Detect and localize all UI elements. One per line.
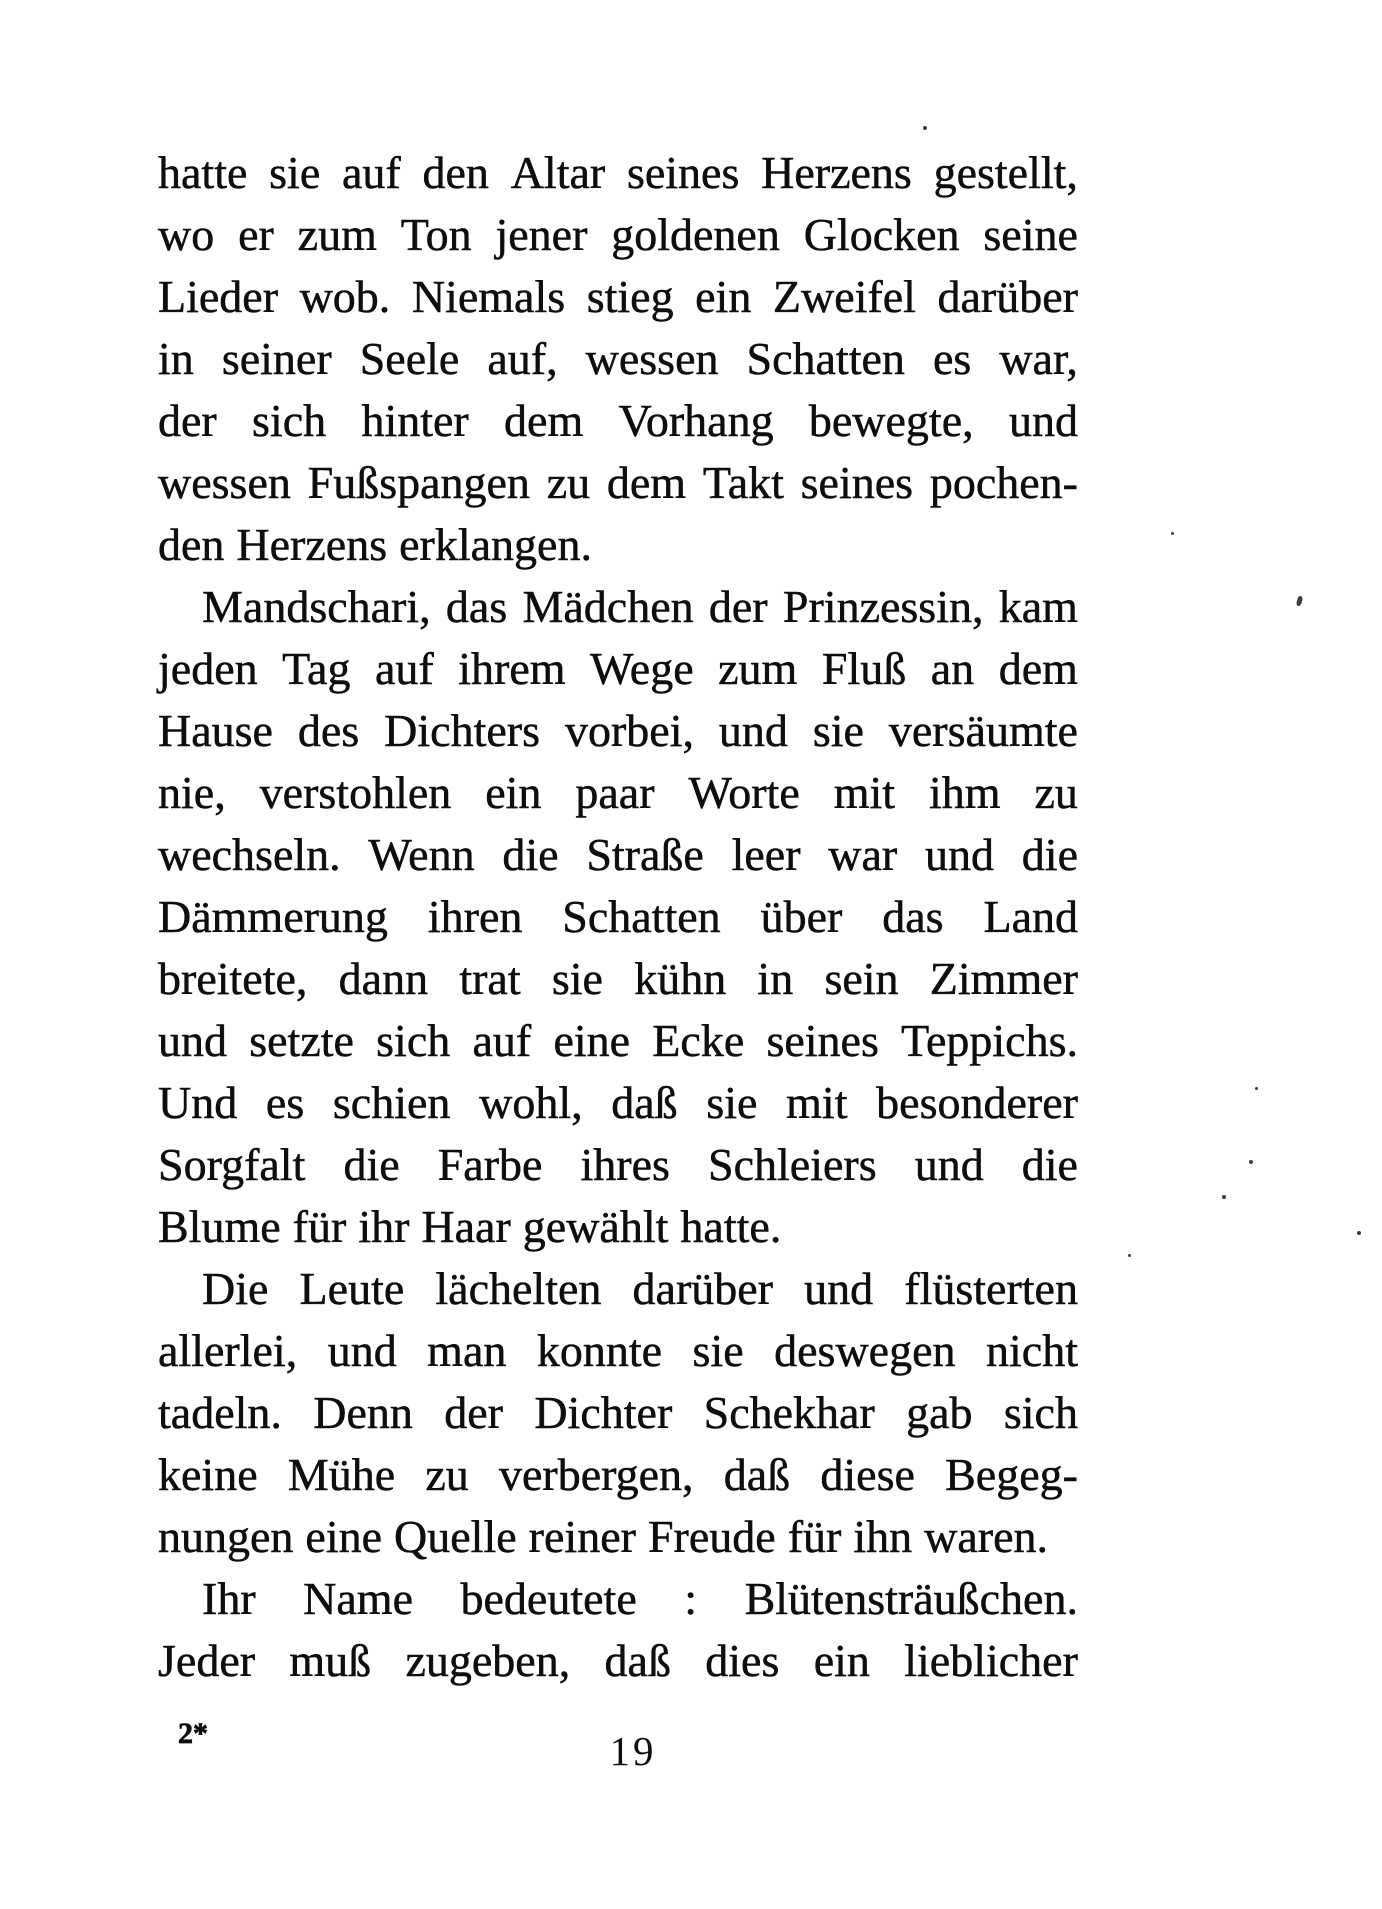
- text-word: ihren: [427, 891, 523, 942]
- text-line: [158, 886, 1078, 948]
- text-word: Schatten: [746, 333, 905, 384]
- text-word: wob.: [299, 271, 391, 322]
- text-word: das: [882, 891, 944, 942]
- signature-mark: 2*: [178, 1717, 208, 1750]
- text-word: wessen: [158, 457, 291, 508]
- text-word: für: [292, 1201, 347, 1252]
- text-word: konnte: [536, 1325, 663, 1376]
- text-word: Herzens: [236, 519, 388, 570]
- text-word: ihm: [929, 767, 1001, 818]
- text-word: dann: [338, 953, 429, 1004]
- text-word: die: [502, 829, 559, 880]
- text-word: setzte: [249, 1015, 354, 1066]
- text-word: Dämmerung: [158, 891, 388, 942]
- text-word: zum: [297, 209, 377, 260]
- text-word: verstohlen: [259, 767, 452, 818]
- text-word: es: [265, 1077, 305, 1128]
- text-word: ein: [813, 1635, 870, 1686]
- text-word: für: [787, 1511, 842, 1562]
- text-word: Schatten: [562, 891, 721, 942]
- text-line: [158, 1382, 1078, 1444]
- text-word: die: [1021, 829, 1078, 880]
- text-word: den: [158, 519, 225, 570]
- text-line: [158, 1196, 1078, 1258]
- text-word: wessen: [585, 333, 719, 384]
- text-word: hatte.: [680, 1201, 782, 1252]
- text-word: Blütensträußchen.: [744, 1573, 1078, 1624]
- text-word: tadeln.: [158, 1387, 282, 1438]
- text-word: er: [238, 209, 274, 260]
- text-word: flüsterten: [904, 1263, 1078, 1314]
- text-word: schien: [332, 1077, 451, 1128]
- text-word: bedeutete: [460, 1573, 637, 1624]
- text-word: seine: [983, 209, 1078, 260]
- text-word: kühn: [634, 953, 727, 1004]
- text-word: seiner: [221, 333, 332, 384]
- text-word: Und: [158, 1077, 238, 1128]
- text-word: reiner: [528, 1511, 636, 1562]
- text-word: hinter: [361, 395, 469, 446]
- text-word: Begeg-: [945, 1449, 1078, 1500]
- text-word: es: [932, 333, 972, 384]
- text-word: seines: [766, 1015, 879, 1066]
- text-word: lächelten: [435, 1263, 602, 1314]
- text-word: Denn: [313, 1387, 413, 1438]
- text-word: die: [1021, 1139, 1078, 1190]
- text-word: hatte: [158, 147, 248, 198]
- text-word: und: [804, 1263, 874, 1314]
- text-word: wo: [158, 209, 215, 260]
- text-word: Schekhar: [703, 1387, 875, 1438]
- text-word: erklangen.: [399, 519, 592, 570]
- text-word: gestellt,: [933, 147, 1078, 198]
- scan-speck: [1128, 1254, 1131, 1257]
- text-line: [158, 328, 1078, 390]
- scan-speck: [1357, 1231, 1361, 1235]
- scan-speck: [1171, 532, 1174, 535]
- text-word: und: [925, 829, 995, 880]
- text-word: Seele: [359, 333, 460, 384]
- text-word: Quelle: [394, 1511, 517, 1562]
- text-word: pochen-: [929, 457, 1078, 508]
- text-word: Takt: [702, 457, 784, 508]
- text-word: trat: [459, 953, 521, 1004]
- text-word: das: [445, 581, 508, 632]
- text-word: Ecke: [652, 1015, 745, 1066]
- text-word: allerlei,: [158, 1325, 298, 1376]
- text-word: Mühe: [287, 1449, 396, 1500]
- text-word: und: [1008, 395, 1078, 446]
- text-line: [158, 1072, 1078, 1134]
- text-word: sie: [706, 1077, 758, 1128]
- text-word: sie: [692, 1325, 744, 1376]
- text-word: Niemals: [411, 271, 566, 322]
- text-line: [158, 1568, 1078, 1630]
- scan-speck: [1249, 1160, 1253, 1164]
- scan-speck: [1255, 1087, 1258, 1090]
- text-word: und: [158, 1015, 227, 1066]
- text-word: darüber: [632, 1263, 774, 1314]
- text-word: goldenen: [611, 209, 780, 260]
- text-line: [158, 142, 1078, 204]
- text-word: nie,: [158, 767, 226, 818]
- text-word: Dichters: [384, 705, 541, 756]
- text-word: sich: [1003, 1387, 1078, 1438]
- text-word: mit: [786, 1077, 848, 1128]
- text-line: [158, 452, 1078, 514]
- text-word: Straße: [586, 829, 704, 880]
- text-word: sie: [551, 953, 603, 1004]
- text-word: Mädchen: [522, 581, 694, 632]
- text-line: [158, 266, 1078, 328]
- text-word: Leute: [299, 1263, 405, 1314]
- text-word: Vorhang: [618, 395, 774, 446]
- text-word: vorbei,: [564, 705, 694, 756]
- text-word: dem: [998, 643, 1078, 694]
- text-word: Prinzessin,: [782, 581, 984, 632]
- text-line: [158, 204, 1078, 266]
- text-word: mit: [833, 767, 896, 818]
- text-word: zugeben,: [405, 1635, 571, 1686]
- text-word: sich: [376, 1015, 451, 1066]
- text-word: gewählt: [522, 1201, 669, 1252]
- text-word: war,: [999, 333, 1078, 384]
- text-word: seines: [626, 147, 740, 198]
- text-line: [158, 1444, 1078, 1506]
- text-word: zu: [546, 457, 591, 508]
- text-word: ihr: [358, 1201, 410, 1252]
- text-word: sie: [269, 147, 321, 198]
- text-word: daß: [611, 1077, 678, 1128]
- text-word: Sorgfalt: [158, 1139, 306, 1190]
- text-line: [158, 1134, 1078, 1196]
- text-word: in: [757, 953, 794, 1004]
- text-word: sein: [824, 953, 899, 1004]
- text-word: Worte: [688, 767, 800, 818]
- text-line: [158, 824, 1078, 886]
- text-word: Herzens: [761, 147, 912, 198]
- text-word: Ton: [400, 209, 472, 260]
- text-word: Altar: [510, 147, 606, 198]
- text-word: Ihr: [202, 1573, 256, 1624]
- text-word: dem: [504, 395, 584, 446]
- text-line: [158, 1630, 1078, 1692]
- text-word: Wege: [590, 643, 694, 694]
- text-word: leer: [731, 829, 801, 880]
- text-line: [158, 638, 1078, 700]
- text-word: Land: [983, 891, 1078, 942]
- text-word: Hause: [158, 705, 273, 756]
- text-word: seines: [800, 457, 914, 508]
- text-word: der: [444, 1387, 503, 1438]
- body-text: [158, 142, 1078, 1692]
- text-word: wohl,: [479, 1077, 583, 1128]
- scan-speck: [1296, 596, 1303, 607]
- text-word: war: [828, 829, 898, 880]
- text-word: Glocken: [803, 209, 960, 260]
- text-word: nicht: [986, 1325, 1078, 1376]
- text-word: sie: [812, 705, 864, 756]
- text-word: über: [760, 891, 843, 942]
- text-word: Tag: [282, 643, 351, 694]
- text-word: Teppichs.: [901, 1015, 1078, 1066]
- text-word: zu: [425, 1449, 469, 1500]
- text-word: auf: [472, 1015, 532, 1066]
- text-word: jener: [495, 209, 588, 260]
- text-word: jeden: [158, 643, 258, 694]
- text-line: [158, 390, 1078, 452]
- text-word: ein: [695, 271, 752, 322]
- text-word: eine: [305, 1511, 383, 1562]
- text-word: dies: [705, 1635, 780, 1686]
- text-word: des: [297, 705, 360, 756]
- text-word: Name: [303, 1573, 413, 1624]
- text-word: der: [158, 395, 217, 446]
- text-word: wechseln.: [158, 829, 341, 880]
- text-word: der: [708, 581, 768, 632]
- text-word: :: [684, 1573, 698, 1624]
- text-word: zum: [718, 643, 798, 694]
- text-word: Zimmer: [929, 953, 1078, 1004]
- text-word: auf: [342, 147, 401, 198]
- text-word: versäumte: [888, 705, 1078, 756]
- text-word: diese: [820, 1449, 915, 1500]
- text-word: und: [327, 1325, 397, 1376]
- text-word: Fußspangen: [307, 457, 530, 508]
- text-word: und: [718, 705, 788, 756]
- text-word: Lieder: [158, 271, 279, 322]
- text-word: daß: [723, 1449, 791, 1500]
- text-word: keine: [158, 1449, 258, 1500]
- text-line: [158, 948, 1078, 1010]
- text-word: in: [158, 333, 194, 384]
- text-word: den: [422, 147, 489, 198]
- text-word: Fluß: [821, 643, 907, 694]
- text-word: und: [914, 1139, 984, 1190]
- text-word: paar: [575, 767, 655, 818]
- text-word: die: [343, 1139, 400, 1190]
- text-word: Blume: [158, 1201, 281, 1252]
- text-word: Farbe: [437, 1139, 543, 1190]
- text-word: besonderer: [876, 1077, 1078, 1128]
- text-word: Die: [202, 1263, 269, 1314]
- text-word: dem: [606, 457, 687, 508]
- text-word: bewegte,: [808, 395, 974, 446]
- text-word: lieblicher: [904, 1635, 1078, 1686]
- text-word: ein: [485, 767, 542, 818]
- text-line: [158, 514, 1078, 576]
- text-line: [158, 700, 1078, 762]
- text-word: Wenn: [368, 829, 475, 880]
- text-word: an: [930, 643, 975, 694]
- text-word: breitete,: [158, 953, 308, 1004]
- text-line: [158, 1010, 1078, 1072]
- text-word: ihn: [853, 1511, 913, 1562]
- text-line: [158, 1320, 1078, 1382]
- text-word: gab: [906, 1387, 973, 1438]
- text-word: eine: [553, 1015, 631, 1066]
- text-line: [158, 1506, 1078, 1568]
- text-word: deswegen: [774, 1325, 956, 1376]
- scan-speck: [923, 126, 927, 130]
- text-word: man: [427, 1325, 507, 1376]
- text-line: [158, 762, 1078, 824]
- text-word: ihrem: [458, 643, 566, 694]
- text-word: sich: [252, 395, 327, 446]
- text-word: stieg: [586, 271, 674, 322]
- text-word: ihres: [580, 1139, 670, 1190]
- text-word: muß: [289, 1635, 372, 1686]
- text-word: Zweifel: [772, 271, 916, 322]
- text-word: Haar: [421, 1201, 511, 1252]
- text-word: Freude: [647, 1511, 776, 1562]
- text-word: verbergen,: [498, 1449, 694, 1500]
- text-word: kam: [998, 581, 1078, 632]
- text-word: nungen: [158, 1511, 294, 1562]
- text-word: waren.: [924, 1511, 1048, 1562]
- text-word: zu: [1034, 767, 1078, 818]
- text-word: darüber: [937, 271, 1078, 322]
- page-number: 19: [609, 1728, 657, 1774]
- text-word: daß: [604, 1635, 671, 1686]
- text-line: [158, 1258, 1078, 1320]
- scan-speck: [1222, 1195, 1226, 1199]
- text-word: Schleiers: [708, 1139, 877, 1190]
- text-word: auf: [374, 643, 434, 694]
- text-word: Mandschari,: [202, 581, 431, 632]
- text-word: Dichter: [534, 1387, 673, 1438]
- text-line: [158, 576, 1078, 638]
- text-word: auf,: [487, 333, 558, 384]
- text-word: Jeder: [158, 1635, 256, 1686]
